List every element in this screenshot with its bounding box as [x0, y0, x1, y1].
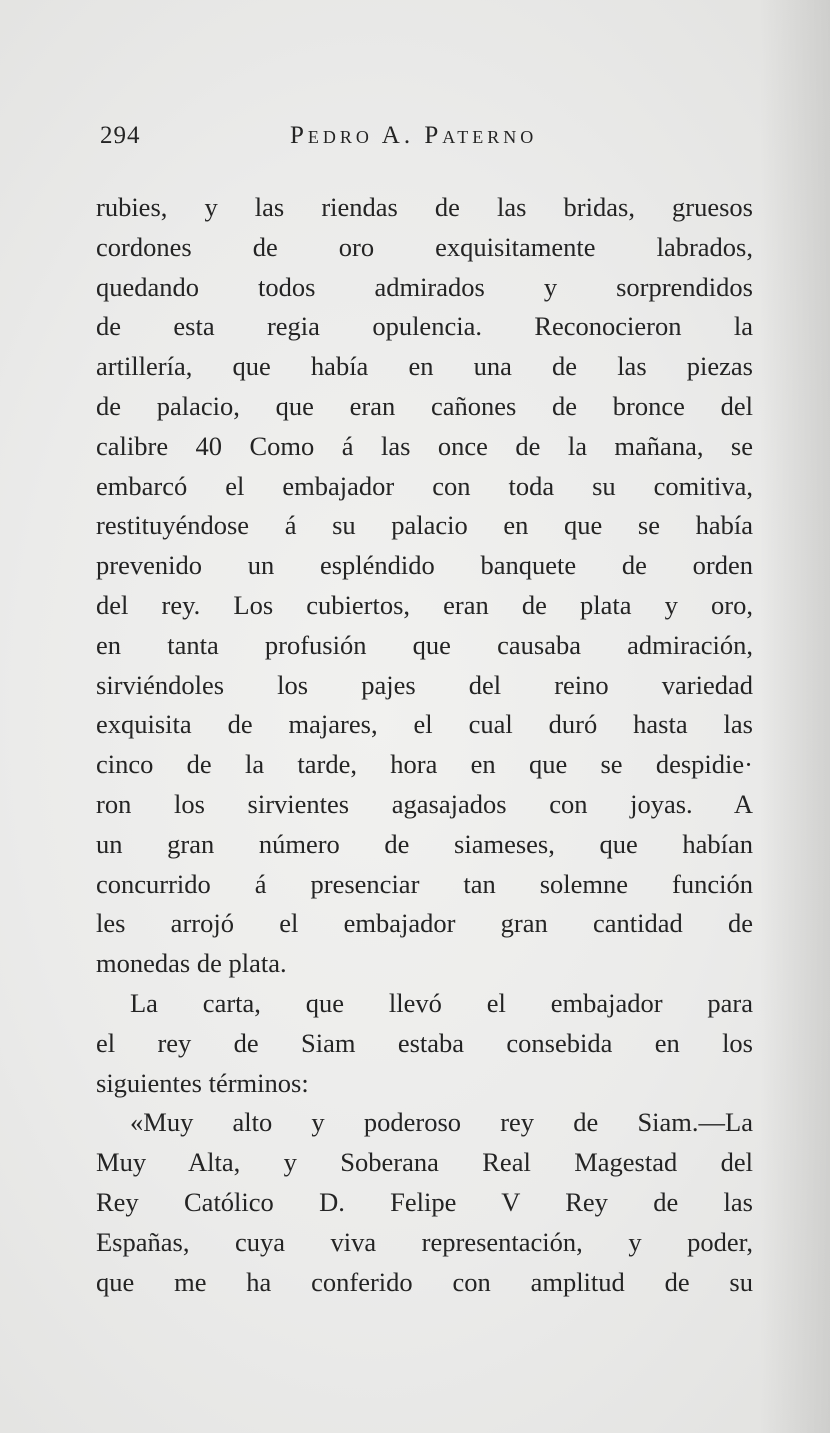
text-line: concurrido á presenciar tan solemne función	[96, 868, 753, 899]
text-line: rubies, y las riendas de las bridas, gruesos	[96, 192, 753, 222]
text-line: cordones de oro exquisitamente labrados,	[96, 231, 753, 262]
text-line: en tanta profusión que causaba admiración,	[96, 629, 753, 660]
page-edge-shadow	[760, 0, 830, 1433]
text-line: les arrojó el embajador gran cantidad de	[96, 908, 753, 939]
text-line: el rey de Siam estaba consebida en los	[96, 1027, 753, 1058]
text-line: sirviéndoles los pajes del reino variedad	[96, 669, 753, 700]
text-line: embarcó el embajador con toda su comitiva,	[96, 470, 753, 501]
text-line: restituyéndose á su palacio en que se había	[96, 510, 753, 541]
text-line: siguientes términos:	[96, 1067, 309, 1098]
text-line: del rey. Los cubiertos, eran de plata y oro,	[96, 589, 753, 620]
text-line: ron los sirvientes agasajados con joyas. A	[96, 788, 753, 819]
text-line: calibre 40 Como á las once de la mañana, se	[96, 430, 753, 461]
text-line: de esta regia opulencia. Reconocieron la	[96, 311, 753, 342]
text-line: «Muy alto y poderoso rey de Siam.—La	[130, 1107, 753, 1138]
text-line: de palacio, que eran cañones de bronce del	[96, 390, 753, 421]
text-line: que me ha conferido con amplitud de su	[96, 1266, 753, 1297]
text-line: quedando todos admirados y sorprendidos	[96, 271, 753, 302]
page-header	[100, 122, 750, 162]
text-line: Españas, cuya viva representación, y poder,	[96, 1226, 753, 1257]
text-line: Rey Católico D. Felipe V Rey de las	[96, 1186, 753, 1217]
page-number: 294	[100, 122, 141, 149]
body-text	[96, 188, 753, 1302]
text-line: exquisita de majares, el cual duró hasta las	[96, 709, 753, 740]
text-line: La carta, que llevó el embajador para	[130, 987, 753, 1018]
running-head: Pedro A. Paterno	[290, 122, 538, 149]
text-line: artillería, que había en una de las piezas	[96, 351, 753, 382]
text-line: Muy Alta, y Soberana Real Magestad del	[96, 1147, 753, 1178]
text-line: cinco de la tarde, hora en que se despidie·	[96, 749, 753, 780]
text-line: monedas de plata.	[96, 948, 287, 979]
text-line: prevenido un espléndido banquete de orden	[96, 550, 753, 581]
text-line: un gran número de siameses, que habían	[96, 828, 753, 859]
